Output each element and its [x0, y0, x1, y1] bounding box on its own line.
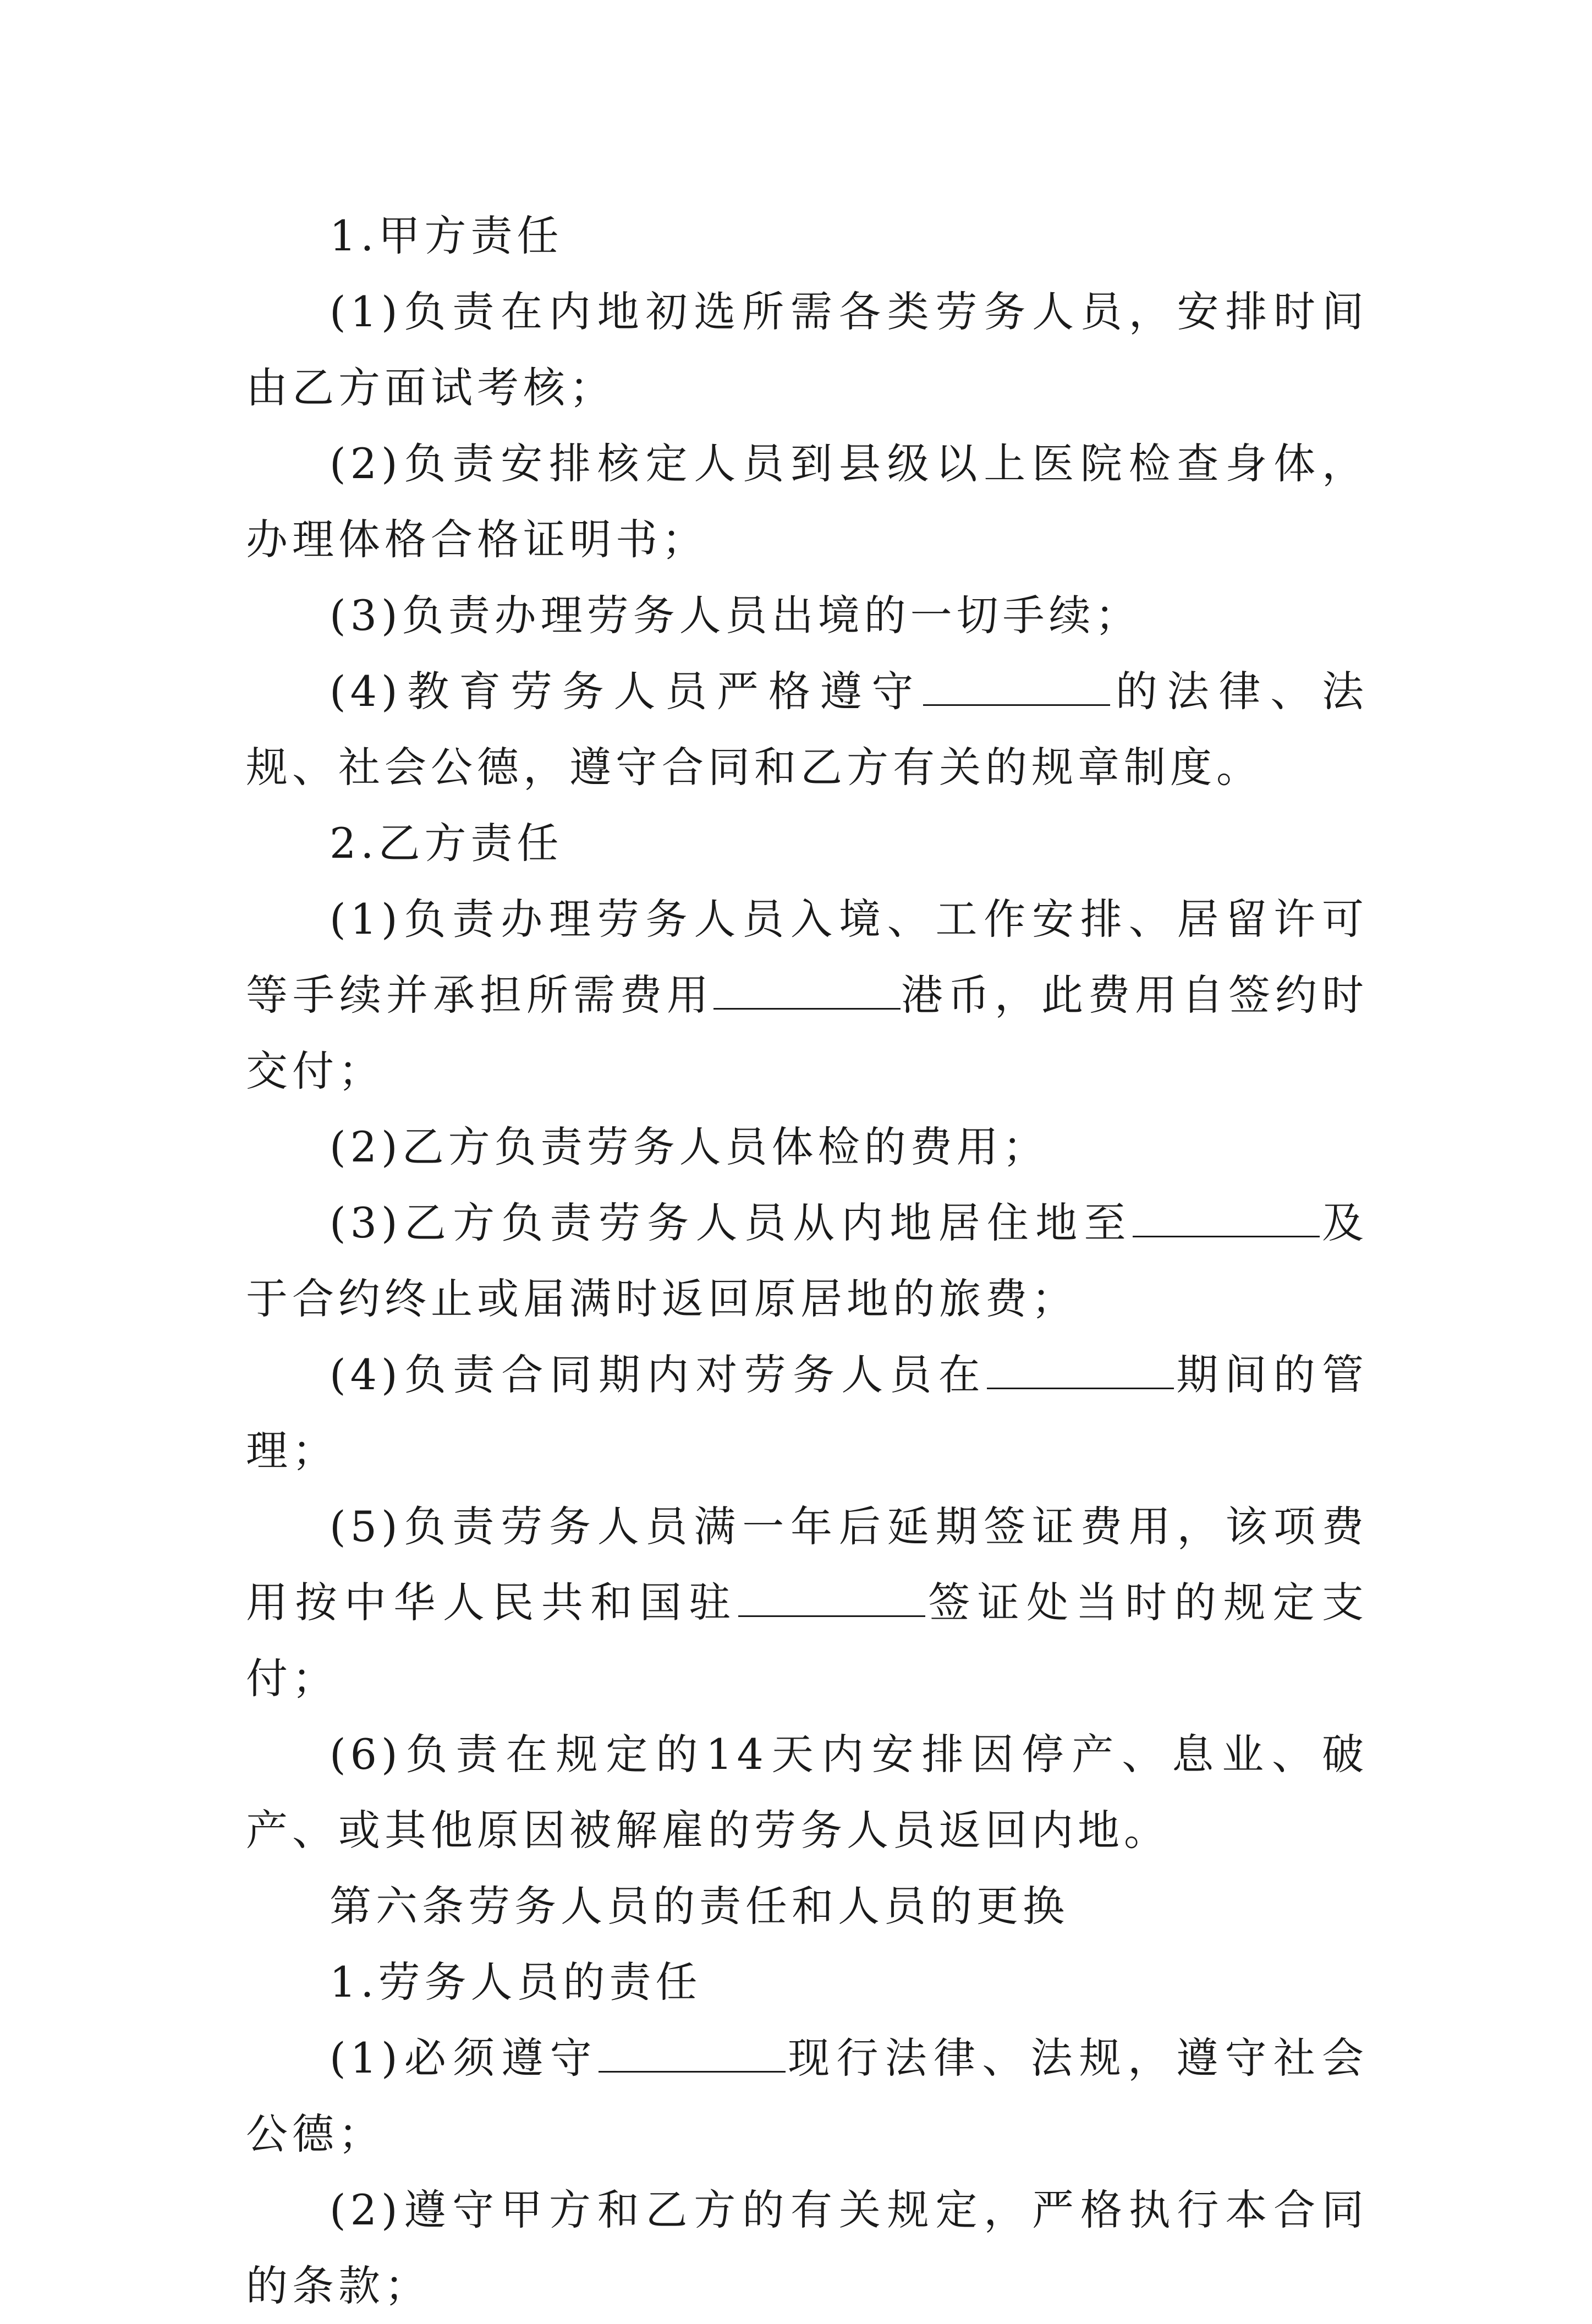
party-b-item-3: (3)乙方负责劳务人员从内地居住地至 及于合约终止或届满时返回原居地的旅费； — [246, 1198, 1369, 1323]
party-a-item-4: (4)教育劳务人员严格遵守 的法律、法规、社会公德，遵守合同和乙方有关的规章制度。 — [246, 667, 1368, 792]
party-a-heading: 1.甲方责任 — [330, 211, 563, 260]
party-b-item-6: (6)负责在规定的14天内安排因停产、息业、破产、或其他原因被解雇的劳务人员返回内地。 — [246, 1730, 1368, 1855]
fill-blank[interactable] — [923, 671, 1110, 706]
fill-blank[interactable] — [713, 975, 901, 1010]
worker-duty-item-2: (2)遵守甲方和乙方的有关规定，严格执行本合同的条款； — [246, 2185, 1368, 2310]
party-a-item-1: (1)负责在内地初选所需各类劳务人员，安排时间由乙方面试考核； — [246, 287, 1368, 412]
party-b-item-1: (1)负责办理劳务人员入境、工作安排、居留许可等手续并承担所需费用 港币，此费用自签约时交付； — [246, 895, 1368, 1095]
document-body — [246, 198, 1368, 2324]
fill-blank[interactable] — [1133, 1203, 1320, 1237]
party-b-item-4: (4)负责合同期内对劳务人员在 期间的管理； — [246, 1350, 1369, 1475]
worker-duty-item-1: (1)必须遵守 现行法律、法规，遵守社会公德； — [246, 2034, 1369, 2158]
fill-blank[interactable] — [987, 1355, 1174, 1389]
fill-blank[interactable] — [738, 1582, 925, 1617]
party-b-item-2: (2)乙方负责劳务人员体检的费用； — [330, 1122, 1049, 1171]
article-6-heading: 第六条劳务人员的责任和人员的更换 — [330, 1882, 1069, 1931]
party-b-heading: 2.乙方责任 — [330, 819, 563, 868]
party-a-item-2: (2)负责安排核定人员到县级以上医院检查身体，办理体格合格证明书； — [246, 439, 1368, 564]
worker-duty-heading: 1.劳务人员的责任 — [330, 1958, 702, 2007]
party-a-item-3: (3)负责办理劳务人员出境的一切手续； — [330, 591, 1141, 640]
fill-blank[interactable] — [599, 2038, 786, 2073]
party-b-item-5: (5)负责劳务人员满一年后延期签证费用，该项费用按中华人民共和国驻 签证处当时的规定支付； — [246, 1502, 1369, 1703]
